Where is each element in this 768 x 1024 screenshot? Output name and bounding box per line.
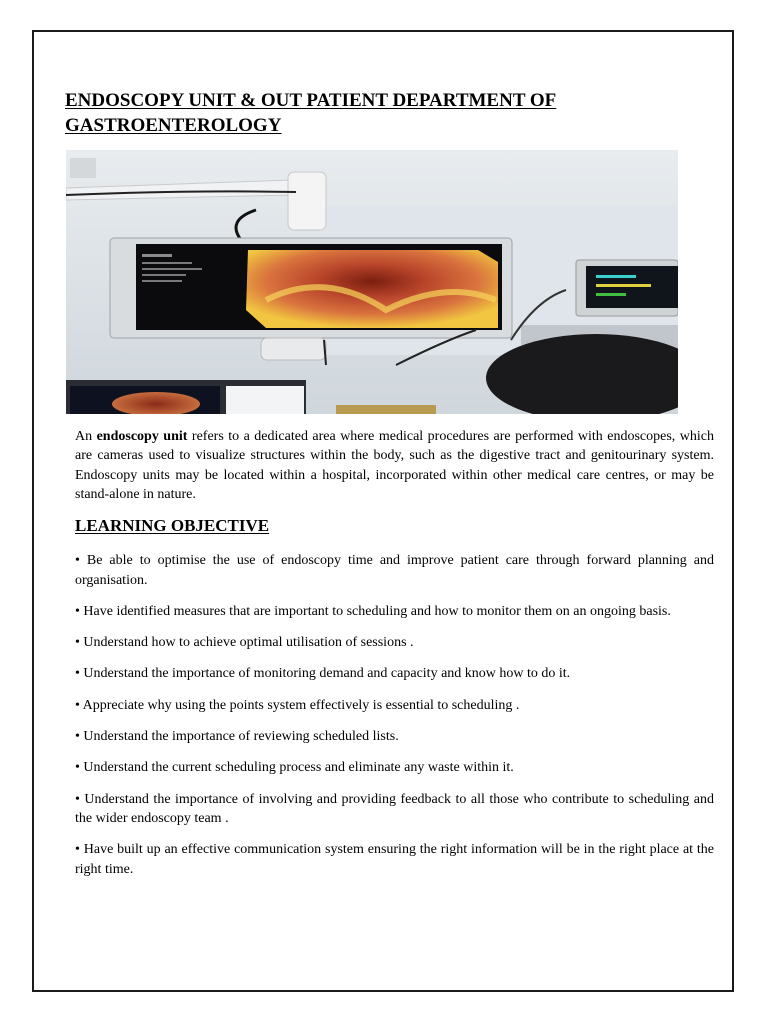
page-title: ENDOSCOPY UNIT & OUT PATIENT DEPARTMENT OF GASTROENTEROLOGY — [65, 90, 557, 136]
intro-term: endoscopy unit — [96, 429, 188, 444]
objective-item: • Understand the current scheduling process and eliminate any waste within it. — [75, 760, 514, 776]
intro-lead: An — [75, 429, 97, 444]
learning-objective-heading: LEARNING OBJECTIVE — [75, 516, 270, 535]
objective-item: • Have identified measures that are important to scheduling and how to monitor them on an ongoing basis. — [75, 603, 671, 619]
objective-item: • Understand the importance of involving and providing feedback to all those who contribute to scheduling and the wider endoscopy team . — [75, 791, 714, 827]
objective-item: • Understand how to achieve optimal utilisation of sessions . — [75, 635, 414, 651]
intro-body: refers to a dedicated area where medical procedures are performed with endoscopes, which are cameras used to visualize structures within the body, such as the digestive tract and genitourinary system. Endoscopy units may be located within a hospital, incorporated within other medical care centres, or may be stand-alone in nature. — [75, 429, 714, 502]
intro-paragraph — [75, 427, 714, 504]
objective-item: • Appreciate why using the points system effectively is essential to scheduling . — [75, 697, 520, 713]
objective-item: • Have built up an effective communication system ensuring the right information will be in the right place at the right time. — [75, 842, 714, 877]
objective-item: • Be able to optimise the use of endoscopy time and improve patient care through forward planning and organisation. — [75, 553, 714, 588]
objective-item: • Understand the importance of reviewing scheduled lists. — [75, 728, 399, 744]
objectives-list — [75, 551, 714, 891]
endoscopy-unit-photo — [66, 150, 678, 414]
objective-item: • Understand the importance of monitoring demand and capacity and know how to do it. — [75, 666, 571, 682]
